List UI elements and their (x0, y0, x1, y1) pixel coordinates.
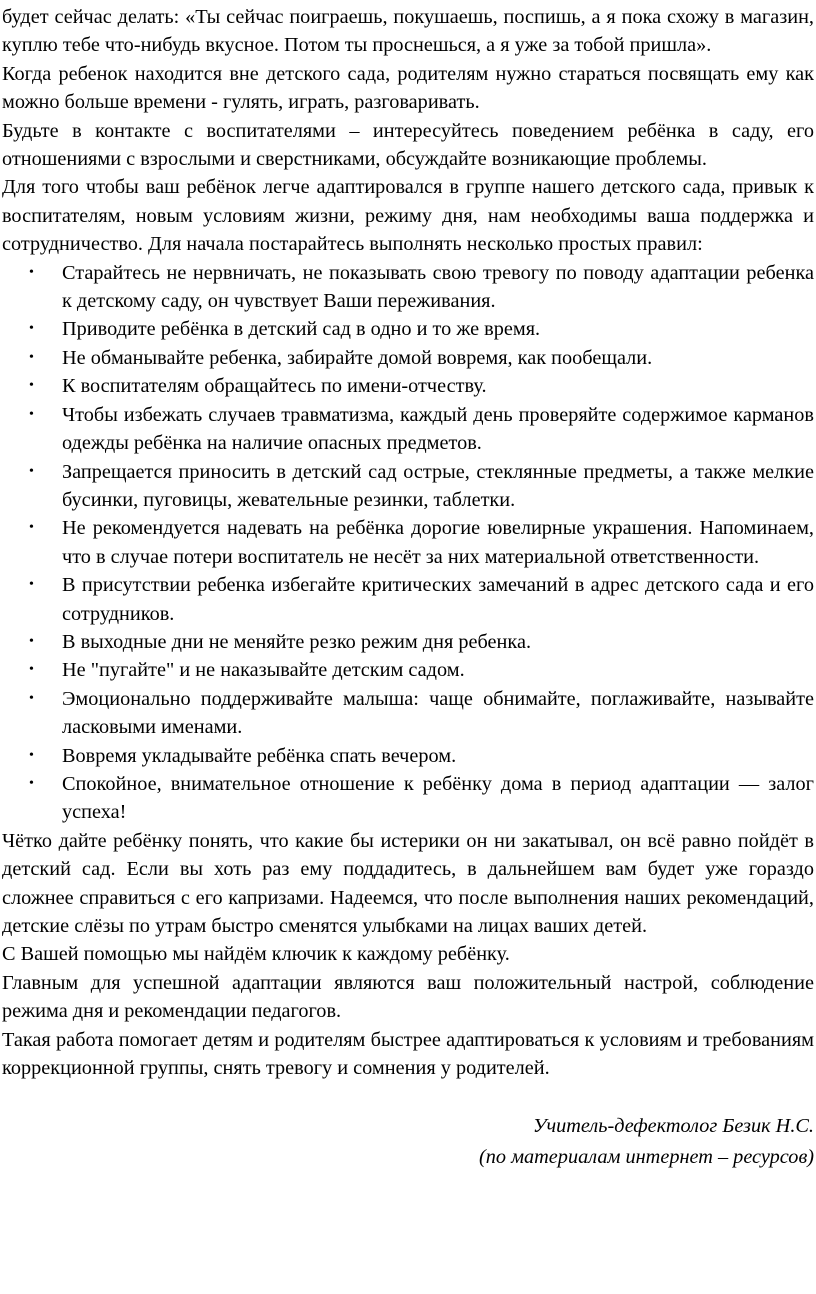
bullet-icon: • (29, 747, 34, 763)
list-item-text: В присутствии ребенка избегайте критических замечаний в адрес детского сада и его сотрудников. (62, 574, 814, 625)
list-item-text: Запрещается приносить в детский сад острые, стеклянные предметы, а также мелкие бусинки, пуговицы, жевательные резинки, таблетки. (62, 460, 814, 511)
bullet-icon: • (29, 662, 34, 678)
bullet-icon: • (29, 520, 34, 536)
closing-paragraph-3: Главным для успешной адаптации являются ваш положительный настрой, соблюдение режима дня и рекомендации педагогов. (2, 971, 814, 1023)
list-item-text: Приводите ребёнка в детский сад в одно и то же время. (62, 318, 541, 341)
intro-paragraph-3: Будьте в контакте с воспитателями – интересуйтесь поведением ребёнка в саду, его отношениями с взрослыми и сверстниками, обсуждайте возникающие проблемы. (2, 119, 814, 171)
list-item (2, 770, 814, 827)
bullet-icon: • (29, 633, 34, 649)
list-item (2, 259, 814, 316)
list-item (2, 458, 814, 515)
intro-paragraph-4: Для того чтобы ваш ребёнок легче адаптировался в группе нашего детского сада, привык к воспитателям, новым условиям жизни, режиму дня, нам необходимы ваша поддержка и сотрудничество. Для начала постарайтесь выполнять несколько простых правил: (2, 176, 814, 256)
list-item (2, 742, 814, 770)
list-item-text: Вовремя укладывайте ребёнка спать вечером. (62, 744, 457, 767)
rules-list (2, 259, 814, 827)
list-item-text: Не "пугайте" и не наказывайте детским садом. (62, 659, 465, 682)
list-item (2, 571, 814, 628)
list-item (2, 628, 814, 656)
list-item (2, 514, 814, 571)
list-item-text: Чтобы избежать случаев травматизма, каждый день проверяйте содержимое карманов одежды ребёнка на наличие опасных предметов. (62, 403, 814, 455)
list-item-text: К воспитателям обращайтесь по имени-отчеству. (62, 375, 487, 398)
bullet-icon: • (29, 775, 34, 791)
closing-paragraph-4: Такая работа помогает детям и родителям быстрее адаптироваться к условиям и требованиям коррекционной группы, снять тревогу и сомнения у родителей. (2, 1028, 814, 1080)
bullet-icon: • (29, 577, 34, 593)
list-item-text: Не рекомендуется надевать на ребёнка дорогие ювелирные украшения. Напоминаем, что в случае потери воспитатель не несёт за них материальной ответственности. (62, 517, 814, 568)
closing-paragraph-2: С Вашей помощью мы найдём ключик к каждому ребёнку. (2, 943, 510, 966)
bullet-icon: • (29, 690, 34, 706)
list-item (2, 401, 814, 458)
list-item (2, 685, 814, 742)
signature-author: Учитель-дефектолог Безик Н.С. (532, 1115, 814, 1138)
list-item-text: Спокойное, внимательное отношение к ребёнку дома в период адаптации — залог успеха! (62, 772, 814, 824)
signature-source: (по материалам интернет – ресурсов) (478, 1145, 814, 1168)
list-item (2, 344, 814, 372)
list-item-text: Не обманывайте ребенка, забирайте домой вовремя, как пообещали. (62, 346, 653, 369)
list-item (2, 656, 814, 684)
list-item-text: В выходные дни не меняйте резко режим дня ребенка. (62, 630, 532, 653)
bullet-icon: • (29, 349, 34, 365)
intro-paragraph-2: Когда ребенок находится вне детского сада, родителям нужно стараться посвящать ему как можно больше времени - гулять, играть, разговаривать. (2, 62, 814, 114)
closing-paragraph-1: Чётко дайте ребёнку понять, что какие бы истерики он ни закатывал, он всё равно пойдёт в детский сад. Если вы хоть раз ему поддадитесь, в дальнейшем вам будет уже гораздо сложнее справиться с его капризами. Надеемся, что после выполнения наших рекомендаций, детские слёзы по утрам быстро сменятся улыбками на лицах ваших детей. (2, 829, 814, 937)
bullet-icon: • (29, 406, 34, 422)
bullet-icon: • (29, 463, 34, 479)
list-item (2, 315, 814, 343)
list-item-text: Старайтесь не нервничать, не показывать свою тревогу по поводу адаптации ребенка к детскому саду, он чувствует Ваши переживания. (62, 261, 814, 313)
bullet-icon: • (29, 264, 34, 280)
list-item (2, 372, 814, 400)
list-item-text: Эмоционально поддерживайте малыша: чаще обнимайте, поглаживайте, называйте ласковыми именами. (62, 687, 814, 739)
intro-paragraph-1: будет сейчас делать: «Ты сейчас поиграешь, покушаешь, поспишь, а я пока схожу в магазин, куплю тебе что-нибудь вкусное. Потом ты проснешься, а я уже за тобой пришла». (2, 6, 814, 57)
bullet-icon: • (29, 321, 34, 337)
bullet-icon: • (29, 378, 34, 394)
